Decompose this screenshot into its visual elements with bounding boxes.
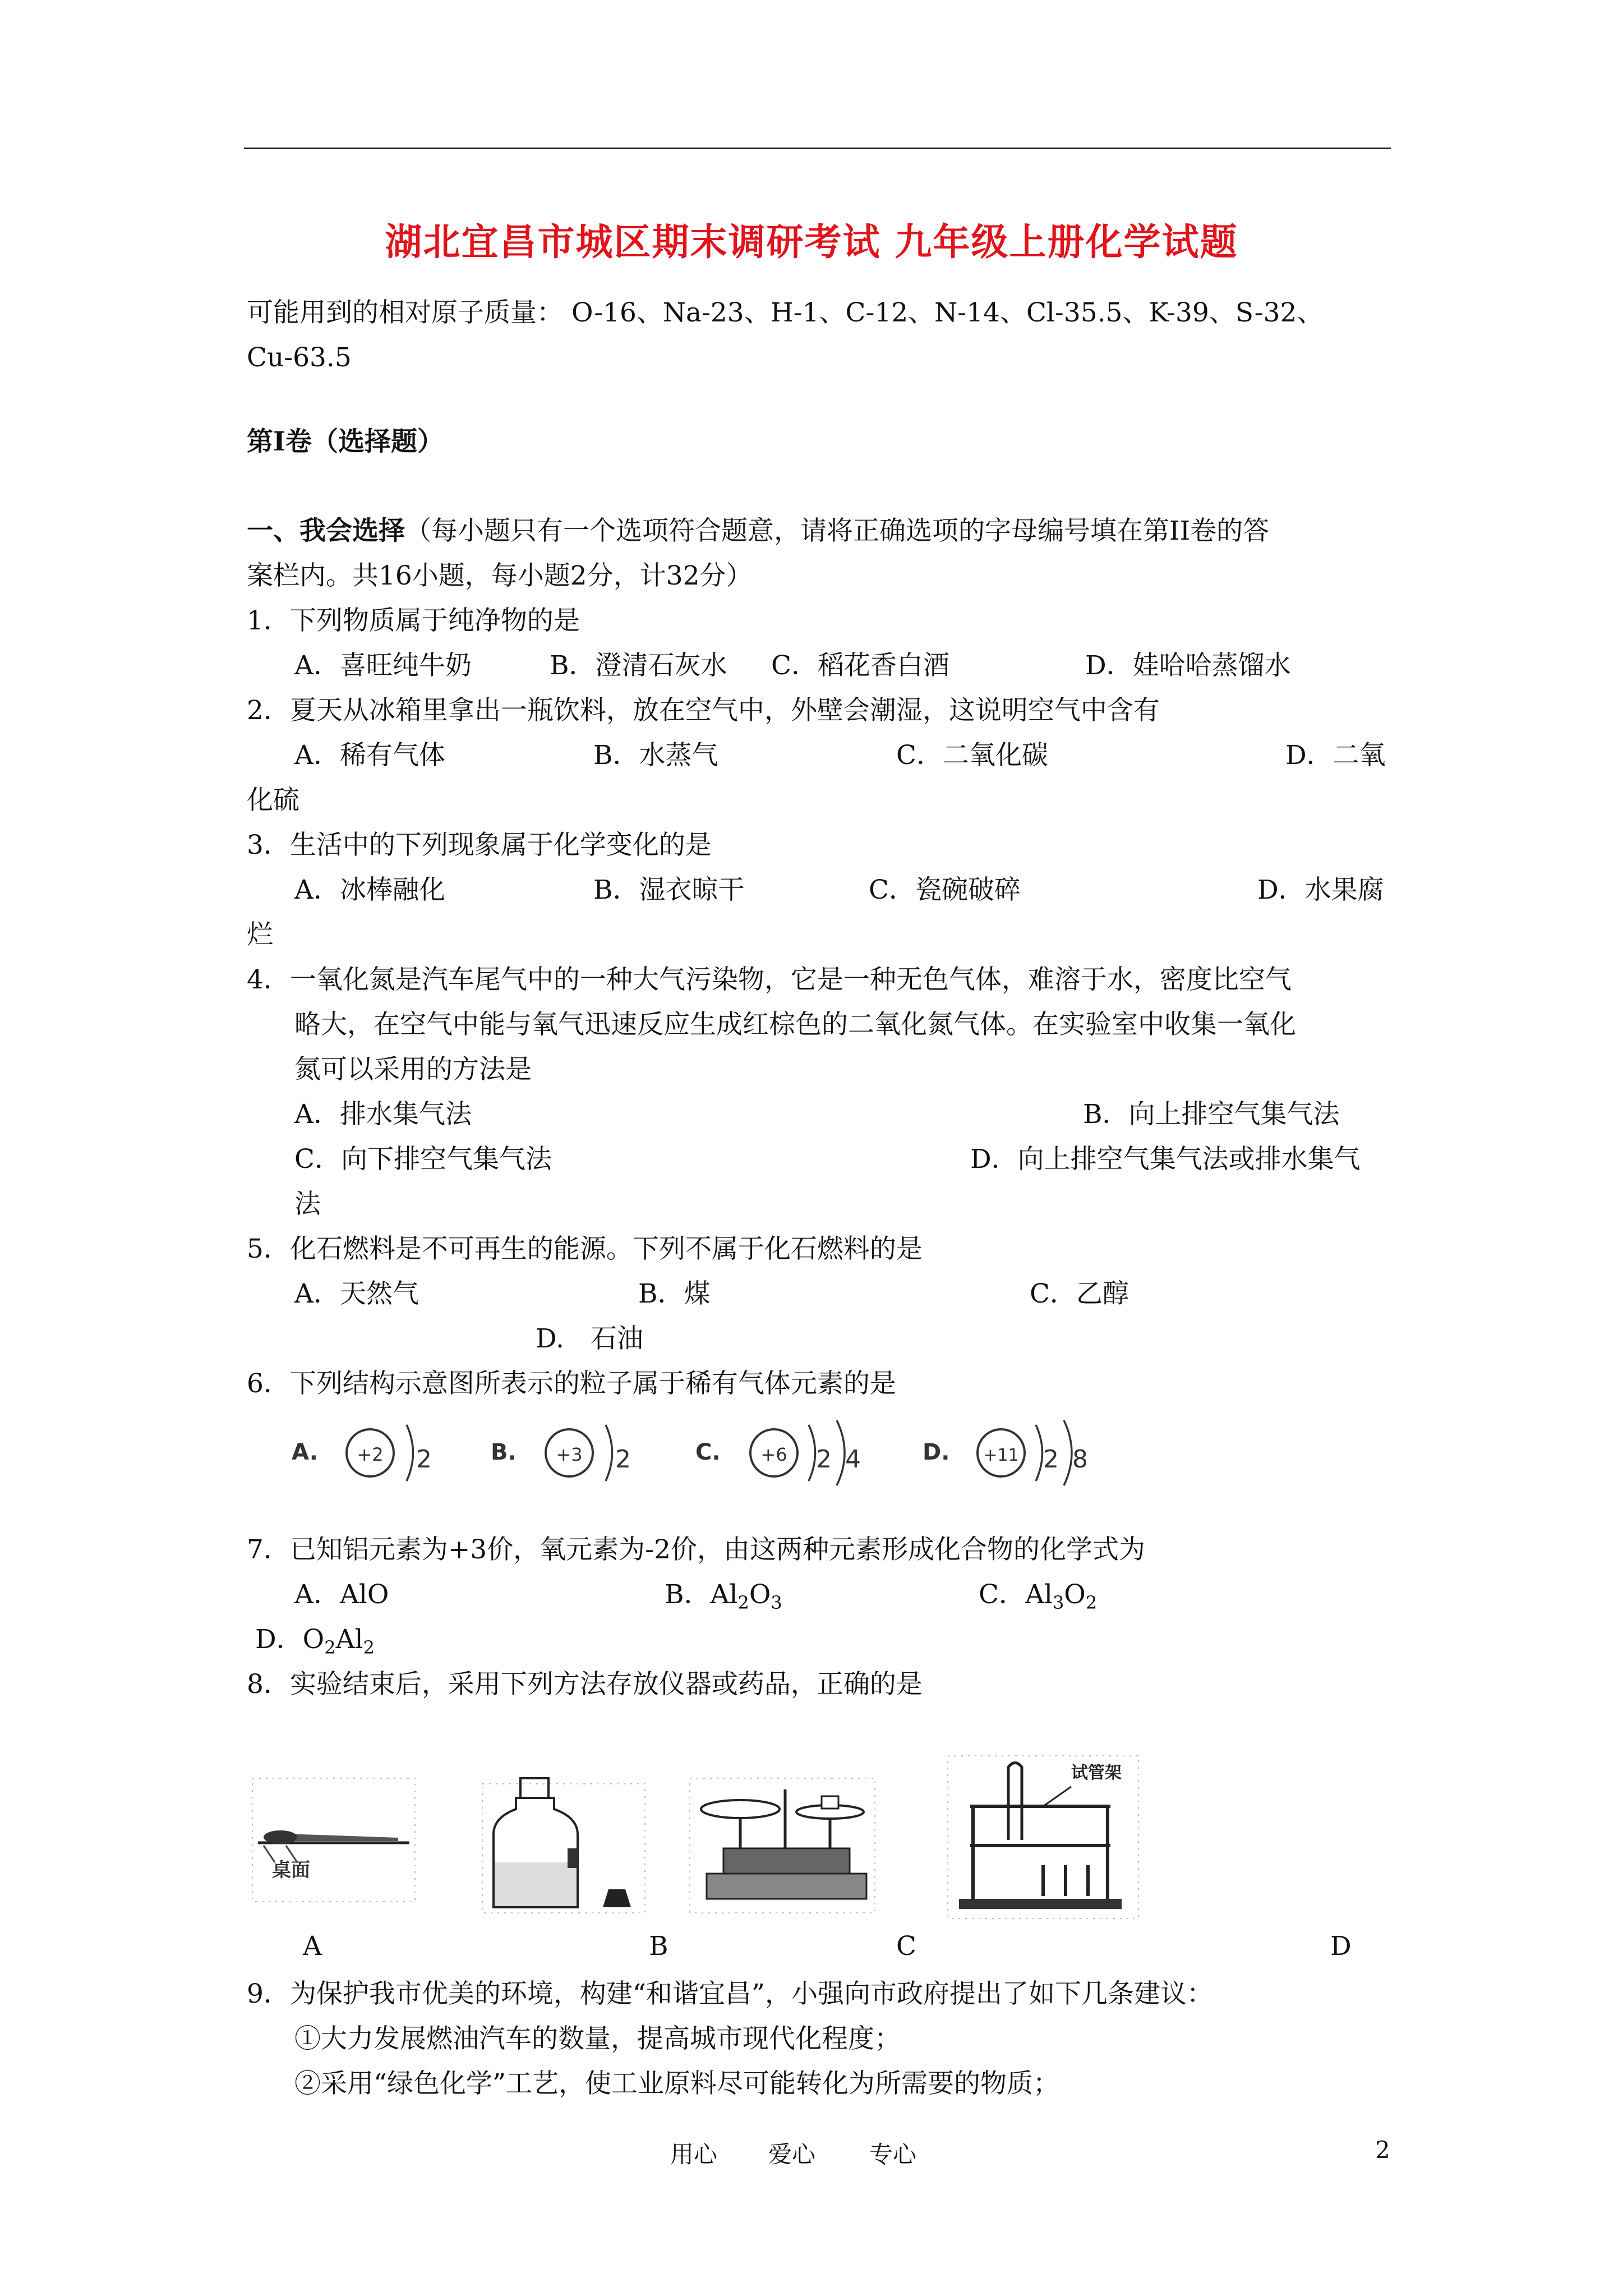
q6-c-nucleus: +6 (760, 1444, 787, 1465)
q1-stem: 1．下列物质属于纯净物的是 (247, 605, 580, 636)
atomic-mass-line-2: Cu-63.5 (247, 342, 352, 373)
q2-option-b: B．水蒸气 (593, 740, 718, 771)
part-instructions-1 (247, 514, 1269, 548)
q8-figure-b-reagent-bottle (482, 1778, 645, 1913)
q9-suggestion-1: ①大力发展燃油汽车的数量，提高城市现代化程度； (294, 2023, 901, 2054)
q3-option-d-cont: 烂 (247, 919, 273, 950)
q6-c-shell-1: 2 (816, 1445, 832, 1474)
q3-option-d: D．水果腐 (1257, 875, 1384, 905)
q3-option-b: B．湿衣晾干 (593, 875, 745, 905)
q8-figure-a-test-tube-on-desk (252, 1778, 415, 1902)
q6-d-shell-1: 2 (1043, 1445, 1059, 1474)
q8-label-c: C (896, 1931, 916, 1962)
q1-option-c: C．稻花香白酒 (771, 650, 949, 681)
q5-stem: 5．化石燃料是不可再生的能源。下列不属于化石燃料的是 (247, 1234, 923, 1264)
page-title: 湖北宜昌市城区期末调研考试 九年级上册化学试题 (385, 220, 1238, 264)
q6-stem: 6．下列结构示意图所表示的粒子属于稀有气体元素的是 (247, 1368, 896, 1399)
q4-option-a: A．排水集气法 (294, 1099, 472, 1130)
q2-option-d-cont: 化硫 (247, 785, 299, 816)
q6-figure-a (292, 1425, 432, 1481)
q8-figure-c-balance (690, 1778, 875, 1913)
q1-option-a: A．喜旺纯牛奶 (294, 650, 472, 681)
q1-option-b: B．澄清石灰水 (550, 650, 727, 681)
q4-option-c: C．向下排空气集气法 (294, 1144, 552, 1175)
q7-option-a: A．AlO (294, 1579, 389, 1610)
page-number: 2 (1375, 2136, 1390, 2164)
q2-option-d: D．二氧 (1285, 740, 1386, 771)
q8-label-b: B (649, 1931, 668, 1962)
q4-option-d-cont: 法 (294, 1189, 321, 1220)
footer-word-3: 专心 (869, 2141, 917, 2168)
q6-d-letter: D. (923, 1439, 950, 1465)
header-rule (244, 148, 1391, 149)
q2-stem: 2．夏天从冰箱里拿出一瓶饮料，放在空气中，外壁会潮湿，这说明空气中含有 (247, 695, 1160, 726)
q6-a-nucleus: +2 (357, 1444, 384, 1465)
q8-label-a: A (303, 1931, 322, 1962)
q6-a-letter: A. (292, 1439, 318, 1465)
footer-word-1: 用心 (670, 2141, 718, 2168)
q6-b-letter: B. (491, 1439, 517, 1465)
part-instr-1: （每小题只有一个选项符合题意，请将正确选项的字母编号填在第II卷的答 (405, 516, 1270, 546)
q5-option-d: D. 石油 (536, 1323, 643, 1354)
q5-option-a: A．天然气 (294, 1278, 419, 1309)
q6-d-nucleus: +11 (983, 1446, 1019, 1465)
q5-option-c: C．乙醇 (1030, 1278, 1129, 1309)
q3-stem: 3．生活中的下列现象属于化学变化的是 (247, 830, 712, 861)
q6-atomic-structure-figures (269, 1408, 1133, 1498)
q8-stem: 8．实验结束后，采用下列方法存放仪器或药品，正确的是 (247, 1669, 923, 1700)
q2-option-c: C．二氧化碳 (896, 740, 1048, 771)
q6-d-shell-2: 8 (1072, 1445, 1088, 1474)
q8-lab-storage-figures (247, 1745, 1155, 1930)
q6-c-shell-2: 4 (845, 1445, 861, 1474)
part-heading: 一、我会选择 (247, 516, 405, 546)
q2-option-a: A．稀有气体 (294, 740, 445, 771)
q3-option-a: A．冰棒融化 (294, 875, 445, 905)
q8-rack-label: 试管架 (1071, 1763, 1122, 1783)
q5-option-b: B．煤 (638, 1278, 711, 1309)
q9-stem: 9．为保护我市优美的环境，构建“和谐宜昌”，小强向市政府提出了如下几条建议： (247, 1978, 1213, 2009)
q4-option-b: B．向上排空气集气法 (1083, 1099, 1340, 1130)
q4-stem-2: 略大，在空气中能与氧气迅速反应生成红棕色的二氧化氮气体。在实验室中收集一氧化 (294, 1009, 1296, 1040)
q9-suggestion-2: ②采用“绿色化学”工艺，使工业原料尽可能转化为所需要的物质； (294, 2068, 1060, 2099)
q4-stem-3: 氮可以采用的方法是 (294, 1054, 532, 1085)
q6-b-shell-1: 2 (615, 1445, 631, 1474)
atomic-mass-line-1: 可能用到的相对原子质量： O-16、Na-23、H-1、C-12、N-14、Cl-35.5、K-39、S-32、 (247, 297, 1324, 328)
q8-desk-label: 桌面 (272, 1859, 310, 1881)
q4-stem-1: 4．一氧化氮是汽车尾气中的一种大气污染物，它是一种无色气体，难溶于水，密度比空气 (247, 964, 1292, 995)
q6-figure-c (695, 1420, 861, 1485)
q6-b-nucleus: +3 (556, 1444, 583, 1465)
part-instructions-2: 案栏内。共16小题，每小题2分，计32分） (247, 560, 753, 591)
q1-option-d: D．娃哈哈蒸馏水 (1085, 650, 1291, 681)
q6-a-shell-1: 2 (416, 1445, 432, 1474)
q6-figure-b (491, 1425, 631, 1481)
q8-figure-d-test-tube-rack (948, 1756, 1138, 1918)
q7-option-b: B．$Al_2O_3$ (665, 1579, 782, 1613)
q7-option-c: C．$Al_3O_2$ (979, 1579, 1098, 1613)
q3-option-c: C．瓷碗破碎 (869, 875, 1021, 905)
q7-option-d: D．$O_2Al_2$ (255, 1624, 375, 1658)
section-title: 第Ⅰ卷（选择题） (247, 426, 444, 457)
q6-c-letter: C. (695, 1439, 721, 1465)
footer-word-2: 爱心 (768, 2141, 816, 2168)
q8-label-d: D (1330, 1931, 1352, 1962)
q4-option-d: D．向上排空气集气法或排水集气 (970, 1144, 1361, 1175)
q7-stem: 7．已知铝元素为+3价，氧元素为-2价，由这两种元素形成化合物的化学式为 (247, 1534, 1145, 1565)
q6-figure-d (923, 1420, 1088, 1485)
